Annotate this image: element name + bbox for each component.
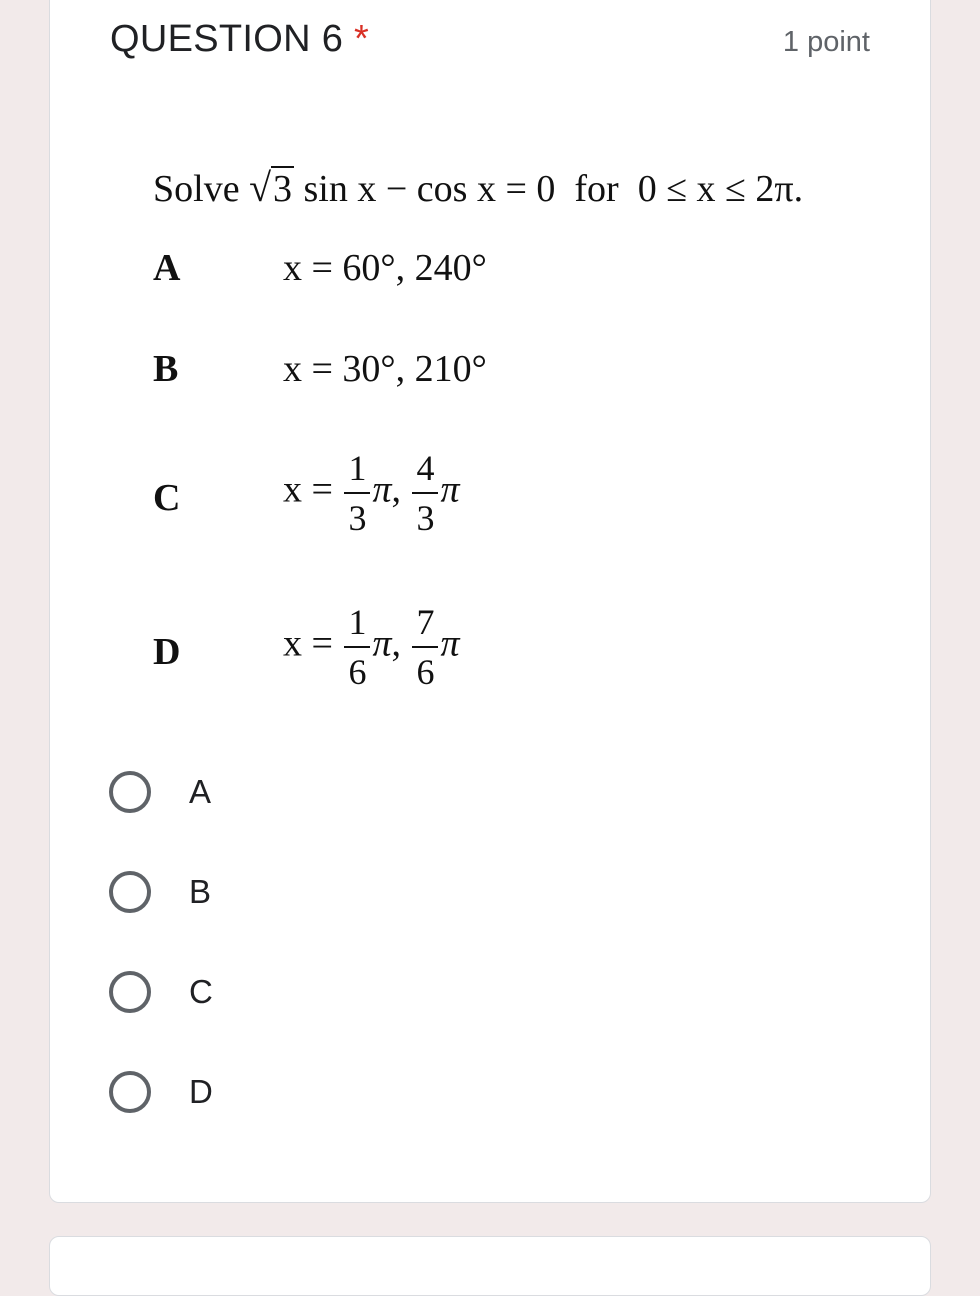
radio-button-d[interactable] — [109, 1071, 151, 1113]
pi-symbol: π — [372, 468, 392, 511]
prompt-equation: sin x − cos x = 0 — [303, 168, 556, 210]
sqrt-radicand: 3 — [273, 168, 293, 210]
question-prompt — [153, 164, 803, 211]
option-expr-d: x = $\frac{1}{6}$ π, $\frac{7}{6}$ π — [283, 602, 460, 692]
radio-button-c[interactable] — [109, 971, 151, 1013]
denominator: 6 — [348, 652, 367, 692]
choice-label-b[interactable]: B — [189, 873, 212, 910]
numerator: 1 — [344, 450, 370, 494]
choice-label-a[interactable]: A — [189, 773, 212, 810]
sqrt-expression: √3 — [249, 165, 293, 210]
numerator: 4 — [412, 450, 438, 494]
fraction — [412, 450, 438, 536]
option-letter-d: D — [153, 631, 181, 673]
choice-d[interactable] — [109, 1067, 213, 1117]
option-letter-c: C — [153, 477, 181, 519]
pi-symbol: π — [440, 468, 460, 511]
denominator: 6 — [416, 652, 435, 692]
prompt-for: for — [574, 168, 619, 210]
fraction — [344, 604, 370, 690]
prompt-solve: Solve — [153, 168, 240, 210]
option-expr-a: x = 60°, 240° — [283, 247, 487, 289]
denominator: 3 — [416, 498, 435, 538]
radio-button-b[interactable] — [109, 871, 151, 913]
fraction — [344, 450, 370, 536]
option-expr-c: x = $\frac{1}{3}$ π, $\frac{4}{3}$ π — [283, 448, 460, 538]
fraction — [412, 604, 438, 690]
pi-symbol: π — [440, 622, 460, 665]
choice-c[interactable] — [109, 967, 213, 1017]
question-title-text: QUESTION 6 — [110, 18, 344, 60]
numerator: 1 — [344, 604, 370, 648]
option-expr-b: x = 30°, 210° — [283, 348, 487, 390]
prompt-range: 0 ≤ x ≤ 2π. — [637, 168, 804, 210]
option-letter-a: A — [153, 247, 181, 289]
choice-a[interactable] — [109, 767, 211, 817]
denominator: 3 — [348, 498, 367, 538]
next-question-card — [49, 1236, 931, 1296]
option-c-lhs: x = — [283, 468, 333, 511]
radio-button-a[interactable] — [109, 771, 151, 813]
numerator: 7 — [412, 604, 438, 648]
option-d-lhs: x = — [283, 622, 333, 665]
question-title — [110, 18, 369, 61]
question-points: 1 point — [782, 26, 870, 58]
required-marker: * — [354, 18, 370, 60]
option-letter-b: B — [153, 348, 179, 390]
choice-label-c[interactable]: C — [189, 973, 213, 1010]
choice-label-d[interactable]: D — [189, 1073, 213, 1110]
pi-symbol: π — [372, 622, 392, 665]
choice-b[interactable] — [109, 867, 211, 917]
